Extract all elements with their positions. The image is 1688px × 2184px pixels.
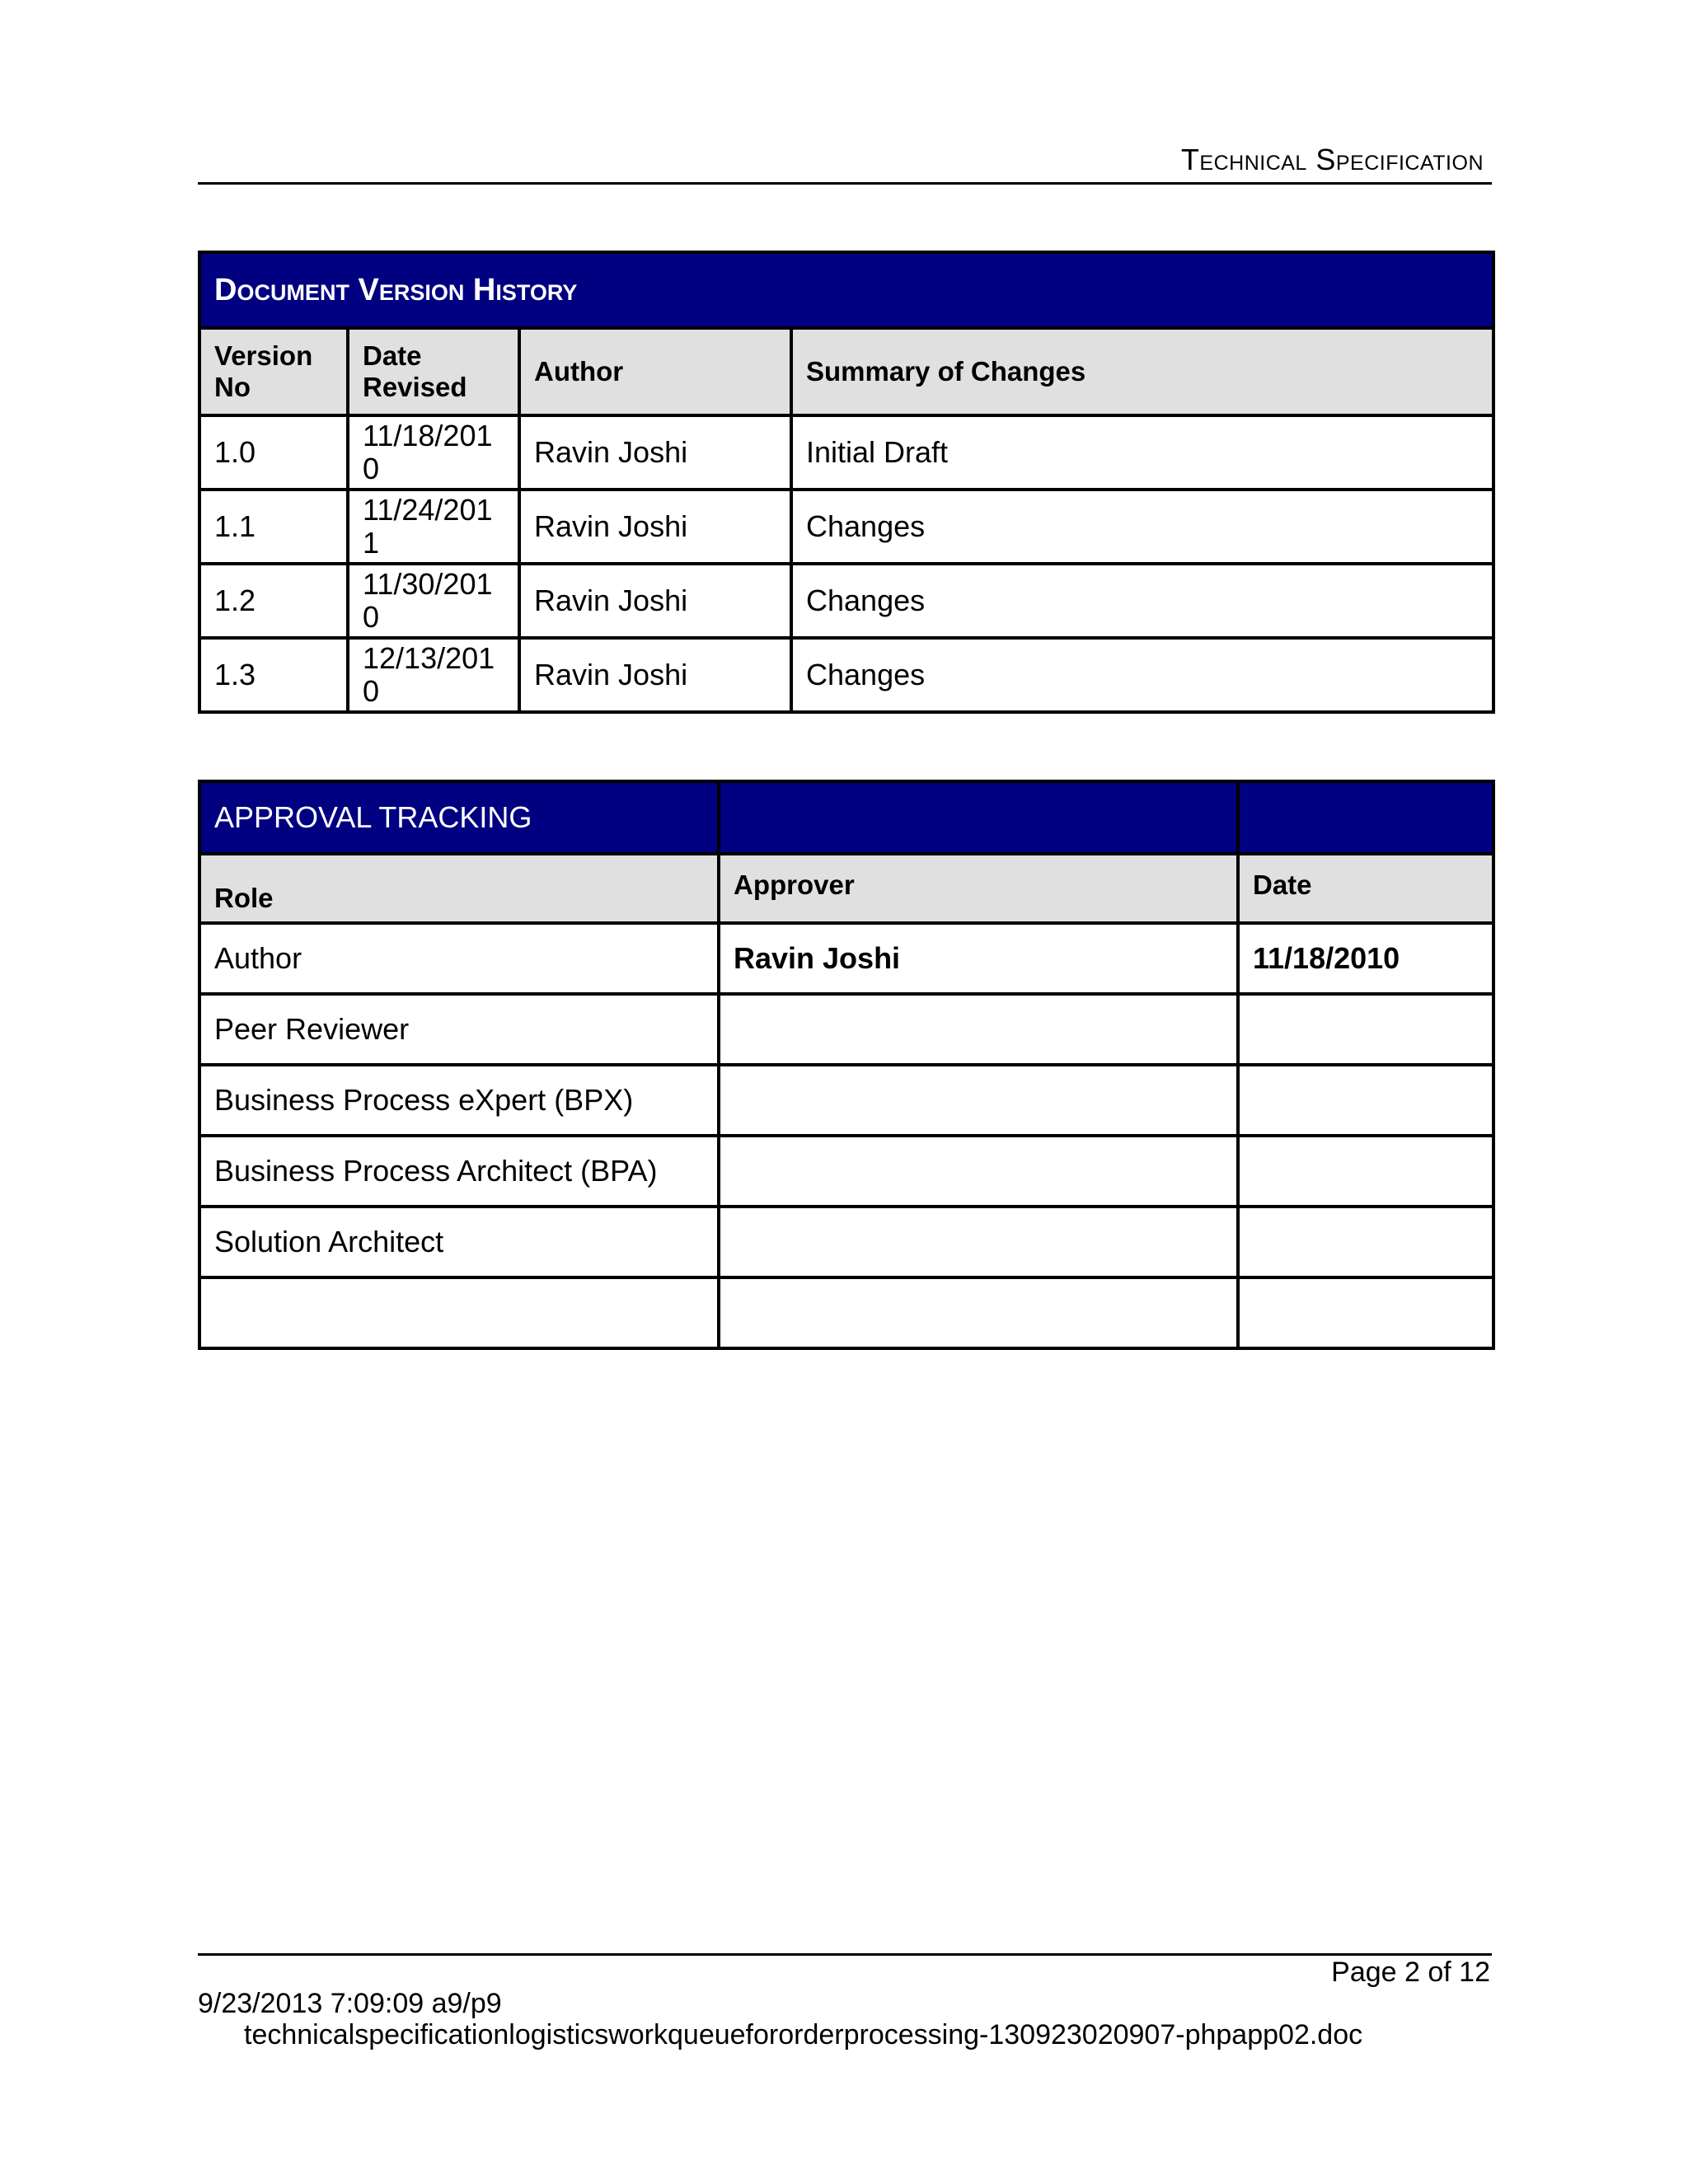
approval-tracking-header-row <box>199 854 1493 923</box>
table-row <box>199 564 1493 638</box>
role-cell: Business Process eXpert (BPX) <box>199 1065 719 1136</box>
column-header-version-line2: No <box>214 372 251 402</box>
date-part-1: 11/30/201 <box>363 567 493 601</box>
author-cell: Ravin Joshi <box>519 415 791 490</box>
summary-cell: Initial Draft <box>791 415 1493 490</box>
approver-cell <box>719 1207 1238 1277</box>
date-revised-cell <box>348 638 519 712</box>
version-history-title-row <box>199 252 1493 328</box>
approver-cell: Ravin Joshi <box>719 923 1238 994</box>
date-revised-cell <box>348 490 519 564</box>
version-history-table <box>198 251 1495 714</box>
approval-date-cell: 11/18/2010 <box>1238 923 1493 994</box>
version-cell: 1.2 <box>199 564 348 638</box>
page-header <box>198 138 1492 185</box>
version-history-header-row <box>199 328 1493 415</box>
column-header-approver: Approver <box>719 854 1238 923</box>
column-header-version <box>199 328 348 415</box>
role-cell <box>199 1277 719 1348</box>
role-cell: Solution Architect <box>199 1207 719 1277</box>
date-part-1: 11/18/201 <box>363 419 493 452</box>
document-title: Technical Specification <box>1180 143 1484 176</box>
version-cell: 1.0 <box>199 415 348 490</box>
column-header-date-revised <box>348 328 519 415</box>
approver-cell <box>719 1136 1238 1207</box>
footer-divider <box>198 1953 1492 1956</box>
table-row <box>199 1207 1493 1277</box>
approval-date-cell <box>1238 1277 1493 1348</box>
date-part-2: 0 <box>363 674 380 708</box>
column-header-date: Date <box>1238 854 1493 923</box>
summary-cell: Changes <box>791 638 1493 712</box>
column-header-version-line1: Version <box>214 340 313 371</box>
table-row <box>199 638 1493 712</box>
table-row <box>199 490 1493 564</box>
approval-tracking-title: APPROVAL TRACKING <box>199 781 719 854</box>
author-cell: Ravin Joshi <box>519 490 791 564</box>
summary-cell: Changes <box>791 490 1493 564</box>
footer-timestamp: 9/23/2013 7:09:09 a9/p9 <box>198 1988 502 2019</box>
column-header-date-line2: Revised <box>363 372 467 402</box>
approver-cell <box>719 1277 1238 1348</box>
table-row <box>199 1136 1493 1207</box>
version-history-title: Document Version History <box>199 252 1493 328</box>
summary-cell: Changes <box>791 564 1493 638</box>
author-cell: Ravin Joshi <box>519 564 791 638</box>
date-part-2: 0 <box>363 600 380 634</box>
approval-date-cell <box>1238 994 1493 1065</box>
approval-tracking-title-row <box>199 781 1493 854</box>
column-header-role: Role <box>199 854 719 923</box>
author-cell: Ravin Joshi <box>519 638 791 712</box>
role-cell: Peer Reviewer <box>199 994 719 1065</box>
footer-filename: technicalspecificationlogisticsworkqueuefororderprocessing-130923020907-phpapp02.doc <box>244 2019 1363 2050</box>
date-part-2: 1 <box>363 526 380 560</box>
role-cell: Author <box>199 923 719 994</box>
date-part-1: 11/24/201 <box>363 493 493 527</box>
approval-date-cell <box>1238 1065 1493 1136</box>
approval-title-spacer <box>1238 781 1493 854</box>
table-row <box>199 923 1493 994</box>
approval-title-spacer <box>719 781 1238 854</box>
column-header-summary: Summary of Changes <box>791 328 1493 415</box>
date-part-2: 0 <box>363 452 380 485</box>
table-row <box>199 994 1493 1065</box>
approver-cell <box>719 994 1238 1065</box>
version-cell: 1.3 <box>199 638 348 712</box>
approval-tracking-table <box>198 780 1495 1350</box>
table-row <box>199 1065 1493 1136</box>
column-header-author: Author <box>519 328 791 415</box>
role-cell: Business Process Architect (BPA) <box>199 1136 719 1207</box>
column-header-date-line1: Date <box>363 340 422 371</box>
date-part-1: 12/13/201 <box>363 641 495 675</box>
version-cell: 1.1 <box>199 490 348 564</box>
table-row <box>199 415 1493 490</box>
page-number: Page 2 of 12 <box>1331 1957 1490 1988</box>
approval-date-cell <box>1238 1207 1493 1277</box>
approver-cell <box>719 1065 1238 1136</box>
date-revised-cell <box>348 564 519 638</box>
table-row <box>199 1277 1493 1348</box>
date-revised-cell <box>348 415 519 490</box>
approval-date-cell <box>1238 1136 1493 1207</box>
